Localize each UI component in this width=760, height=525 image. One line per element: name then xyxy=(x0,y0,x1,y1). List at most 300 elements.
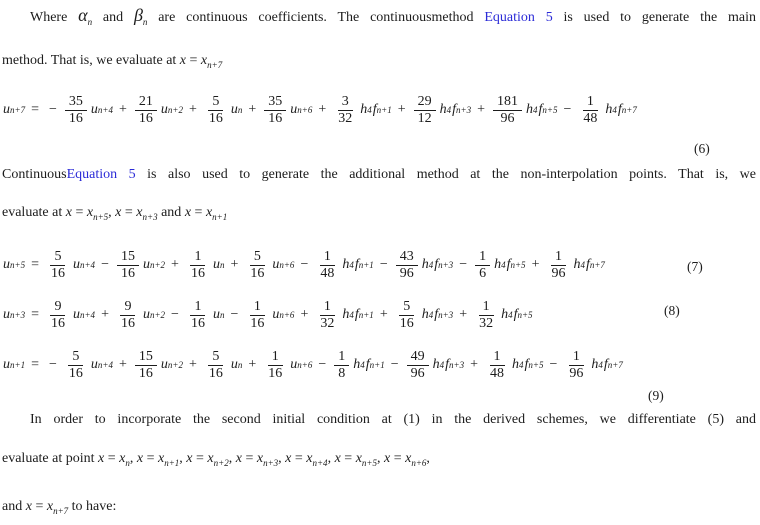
superscript: 4 xyxy=(428,310,434,320)
subscript: n+4 xyxy=(97,105,113,115)
math-var: x xyxy=(355,451,362,466)
text-run: Continuous xyxy=(2,167,67,182)
math-var: h xyxy=(421,257,429,272)
subscript: n+3 xyxy=(438,310,454,320)
subscript: n+7 xyxy=(207,60,223,70)
para2-line2 xyxy=(2,203,756,227)
fraction xyxy=(47,249,69,281)
denominator: 16 xyxy=(190,265,205,281)
math-var: u xyxy=(160,102,168,117)
text-run: = xyxy=(104,451,120,466)
fraction xyxy=(47,299,69,331)
math-var: f xyxy=(617,102,622,117)
operator-sign: − xyxy=(390,357,399,372)
numerator: 5 xyxy=(399,299,414,316)
equation-9 xyxy=(2,342,624,388)
numerator: 9 xyxy=(50,299,65,316)
superscript: 4 xyxy=(533,105,538,115)
math-var: x xyxy=(86,205,94,220)
numerator: 1 xyxy=(551,249,566,266)
numerator: 21 xyxy=(135,94,157,111)
math-var: x xyxy=(256,451,264,466)
denominator: 32 xyxy=(479,315,494,331)
text-run: = xyxy=(143,451,158,466)
math-var: u xyxy=(90,102,98,117)
math-var: u xyxy=(3,357,10,372)
fraction xyxy=(475,249,490,281)
para2-line1 xyxy=(2,165,756,185)
subscript: n+7 xyxy=(53,506,69,516)
numerator: 1 xyxy=(250,299,265,316)
math-var: f xyxy=(538,102,543,117)
denominator: 16 xyxy=(68,365,83,381)
denominator: 32 xyxy=(338,110,353,126)
subscript: n xyxy=(237,105,243,115)
text-run: = xyxy=(340,451,356,466)
superscript: 4 xyxy=(349,260,354,270)
text-run: and xyxy=(157,205,185,220)
math-var: x xyxy=(200,53,208,68)
text-run: is also used to generate the additional method at the non-interpolation points. That is, we xyxy=(135,167,756,182)
text-run: = xyxy=(186,53,201,68)
para3-line2 xyxy=(2,449,756,473)
math-var: x xyxy=(334,451,341,466)
numerator: 1 xyxy=(334,349,349,366)
math-var: h xyxy=(439,102,447,117)
fraction xyxy=(396,299,418,331)
operator-sign: + xyxy=(171,257,179,272)
subscript: n+2 xyxy=(149,260,166,270)
text-run: , xyxy=(228,451,236,466)
operator-sign: + xyxy=(477,102,485,117)
numerator: 1 xyxy=(190,249,205,266)
operator-sign: + xyxy=(318,102,327,117)
subscript: n+4 xyxy=(79,310,96,320)
math-var: h xyxy=(512,357,519,372)
fraction xyxy=(334,94,356,126)
equation-7 xyxy=(2,242,606,288)
fraction xyxy=(316,249,338,281)
subscript: n+1 xyxy=(369,360,385,370)
equation-8 xyxy=(2,292,534,338)
denominator: 96 xyxy=(399,265,414,281)
denominator: 16 xyxy=(190,315,205,331)
subscript: n+6 xyxy=(279,260,295,270)
para3-line3 xyxy=(2,497,756,521)
subscript: n+7 xyxy=(621,105,637,115)
math-var: u xyxy=(3,307,10,322)
text-run: Where xyxy=(30,10,79,25)
math-var: u xyxy=(272,307,280,322)
numerator: 1 xyxy=(583,94,598,111)
math-var: f xyxy=(445,357,450,372)
operator-sign: − xyxy=(459,257,468,272)
fraction xyxy=(187,249,209,281)
superscript: 4 xyxy=(508,310,513,320)
fraction xyxy=(579,94,601,126)
numerator: 49 xyxy=(407,349,429,366)
denominator: 96 xyxy=(410,365,425,381)
superscript: 4 xyxy=(580,260,585,270)
numerator: 181 xyxy=(493,94,522,111)
denominator: 12 xyxy=(417,110,432,126)
math-var: f xyxy=(354,307,359,322)
subscript: n+6 xyxy=(279,310,295,320)
denominator: 16 xyxy=(120,315,135,331)
math-var: f xyxy=(603,357,608,372)
math-var: h xyxy=(360,102,368,117)
text-run: = xyxy=(31,499,47,514)
fraction xyxy=(565,349,587,381)
subscript: n+4 xyxy=(79,260,96,270)
math-var: x xyxy=(158,451,165,466)
superscript: 4 xyxy=(519,360,524,370)
text-run: , xyxy=(179,451,187,466)
numerator: 5 xyxy=(208,349,223,366)
equals-sign: = xyxy=(31,307,39,322)
text-run: = xyxy=(192,451,208,466)
operator-sign: − xyxy=(300,257,309,272)
math-var: f xyxy=(434,307,439,322)
operator-sign: − xyxy=(101,257,109,272)
math-var: x xyxy=(235,451,242,466)
subscript: n+5 xyxy=(542,105,558,115)
text-run: evaluate at point xyxy=(2,451,99,466)
math-var: u xyxy=(72,307,80,322)
math-var: x xyxy=(383,451,391,466)
fraction xyxy=(547,249,569,281)
fraction xyxy=(407,349,429,381)
subscript: n+3 xyxy=(263,458,279,468)
math-var: u xyxy=(72,257,80,272)
denominator: 16 xyxy=(268,365,283,381)
numerator: 1 xyxy=(268,349,283,366)
superscript: 4 xyxy=(428,260,434,270)
fraction xyxy=(334,349,349,381)
subscript: n+7 xyxy=(10,105,26,115)
text-run: is used to generate the main xyxy=(552,10,756,25)
operator-sign: − xyxy=(549,357,558,372)
text-run: method. That is, we evaluate at xyxy=(2,53,180,68)
greek-var: α xyxy=(78,5,88,25)
text-run: = xyxy=(71,205,87,220)
subscript: n xyxy=(142,17,148,27)
math-var: x xyxy=(184,205,192,220)
subscript: n+1 xyxy=(358,310,374,320)
math-var: x xyxy=(115,205,122,220)
denominator: 96 xyxy=(569,365,584,381)
text-run: to have: xyxy=(68,499,117,514)
denominator: 16 xyxy=(50,315,65,331)
math-var: u xyxy=(160,357,168,372)
para3-line1 xyxy=(2,410,756,430)
denominator: 48 xyxy=(583,110,598,126)
denominator: 32 xyxy=(320,315,335,331)
subscript: n+7 xyxy=(589,260,605,270)
denominator: 6 xyxy=(479,265,487,281)
equals-sign: = xyxy=(31,357,39,372)
subscript: n+1 xyxy=(358,260,374,270)
subscript: n+1 xyxy=(10,360,26,370)
denominator: 16 xyxy=(120,265,135,281)
math-var: u xyxy=(212,257,220,272)
subscript: n+3 xyxy=(10,310,26,320)
equals-sign: = xyxy=(31,102,39,117)
text-run: = xyxy=(191,205,206,220)
fraction xyxy=(187,299,209,331)
denominator: 8 xyxy=(338,365,346,381)
numerator: 1 xyxy=(490,349,505,366)
numerator: 35 xyxy=(264,94,286,111)
fraction xyxy=(65,349,87,381)
math-var: x xyxy=(306,451,313,466)
fraction xyxy=(205,94,227,126)
greek-var: β xyxy=(133,5,143,25)
subscript: n+2 xyxy=(167,360,183,370)
para1-line1 xyxy=(2,5,756,32)
math-var: u xyxy=(230,102,238,117)
math-var: x xyxy=(46,499,54,514)
subscript: n xyxy=(237,360,243,370)
text-run: = xyxy=(241,451,257,466)
math-var: h xyxy=(353,357,361,372)
numerator: 1 xyxy=(320,249,335,266)
operator-sign: + xyxy=(248,357,257,372)
fraction xyxy=(316,299,338,331)
math-var: f xyxy=(506,257,511,272)
math-var: u xyxy=(3,102,10,117)
operator-sign: − xyxy=(171,307,179,322)
equation-5-link[interactable]: Equation 5 xyxy=(484,10,553,25)
math-var: h xyxy=(573,257,581,272)
math-var: u xyxy=(3,257,10,272)
denominator: 16 xyxy=(250,315,265,331)
equation-9-label: (9) xyxy=(648,388,664,403)
operator-sign: − xyxy=(48,102,57,117)
text-run: and xyxy=(92,10,134,25)
math-var: u xyxy=(290,102,298,117)
denominator: 16 xyxy=(208,365,223,381)
subscript: n+6 xyxy=(297,360,313,370)
subscript: n+5 xyxy=(517,310,533,320)
numerator: 1 xyxy=(479,299,494,316)
superscript: 4 xyxy=(612,105,617,115)
subscript: n+4 xyxy=(312,458,328,468)
operator-sign: + xyxy=(397,102,406,117)
subscript: n xyxy=(87,17,93,27)
numerator: 5 xyxy=(68,349,83,366)
numerator: 3 xyxy=(338,94,353,111)
equation-5-link[interactable]: Equation 5 xyxy=(66,167,136,182)
subscript: n+2 xyxy=(213,458,229,468)
numerator: 1 xyxy=(475,249,490,266)
subscript: n+3 xyxy=(456,105,472,115)
math-var: x xyxy=(285,451,292,466)
operator-sign: − xyxy=(379,257,388,272)
fraction xyxy=(246,299,268,331)
numerator: 9 xyxy=(120,299,135,316)
subscript: n xyxy=(219,310,225,320)
operator-sign: − xyxy=(230,307,239,322)
subscript: n+6 xyxy=(411,458,427,468)
numerator: 5 xyxy=(250,249,265,266)
fraction xyxy=(135,94,157,126)
math-var: u xyxy=(212,307,220,322)
fraction xyxy=(65,94,87,126)
para1-line2 xyxy=(2,51,756,75)
math-var: u xyxy=(290,357,298,372)
subscript: n+5 xyxy=(528,360,544,370)
subscript: n+5 xyxy=(361,458,377,468)
numerator: 5 xyxy=(208,94,223,111)
numerator: 43 xyxy=(396,249,418,266)
math-var: f xyxy=(524,357,529,372)
operator-sign: + xyxy=(531,257,540,272)
fraction xyxy=(135,349,157,381)
text-run: In order to incorporate the second initial condition at (1) in the derived schemes, we differentiate (5) and xyxy=(30,412,756,427)
fraction xyxy=(493,94,522,126)
math-var: u xyxy=(90,357,98,372)
operator-sign: − xyxy=(318,357,327,372)
fraction xyxy=(396,249,418,281)
denominator: 48 xyxy=(490,365,504,381)
equation-6-label: (6) xyxy=(694,141,710,156)
denominator: 16 xyxy=(138,110,153,126)
text-run: , xyxy=(327,451,335,466)
subscript: n+5 xyxy=(510,260,526,270)
math-var: x xyxy=(405,451,412,466)
subscript: n xyxy=(125,458,130,468)
numerator: 15 xyxy=(117,249,139,266)
text-run: and xyxy=(2,499,26,514)
math-var: f xyxy=(354,257,359,272)
operator-sign: − xyxy=(563,102,572,117)
subscript: n+1 xyxy=(212,212,228,222)
math-var: x xyxy=(186,451,193,466)
superscript: 4 xyxy=(501,260,506,270)
subscript: n xyxy=(219,260,225,270)
equation-8-label: (8) xyxy=(664,303,680,318)
numerator: 5 xyxy=(50,249,65,266)
math-var: f xyxy=(452,102,457,117)
subscript: n+3 xyxy=(438,260,454,270)
math-var: h xyxy=(605,102,613,117)
subscript: n+1 xyxy=(376,105,392,115)
fraction xyxy=(205,349,227,381)
subscript: n+1 xyxy=(164,458,180,468)
equation-7-label: (7) xyxy=(687,259,703,274)
math-var: h xyxy=(494,257,502,272)
operator-sign: + xyxy=(101,307,109,322)
subscript: n+3 xyxy=(142,212,158,222)
operator-sign: + xyxy=(379,307,388,322)
operator-sign: + xyxy=(230,257,239,272)
math-var: x xyxy=(205,205,213,220)
superscript: 4 xyxy=(439,360,445,370)
text-run: = xyxy=(121,205,137,220)
math-var: x xyxy=(25,499,32,514)
subscript: n+5 xyxy=(10,260,26,270)
numerator: 1 xyxy=(320,299,335,316)
equation-6 xyxy=(2,87,638,133)
subscript: n+7 xyxy=(607,360,623,370)
denominator: 16 xyxy=(138,365,153,381)
subscript: n+6 xyxy=(297,105,313,115)
math-var: x xyxy=(179,53,187,68)
text-run: , xyxy=(426,451,430,466)
numerator: 1 xyxy=(190,299,205,316)
superscript: 4 xyxy=(446,105,452,115)
text-run: , xyxy=(129,451,137,466)
superscript: 4 xyxy=(360,360,365,370)
denominator: 16 xyxy=(208,110,223,126)
denominator: 16 xyxy=(399,315,414,331)
text-run: = xyxy=(390,451,406,466)
math-var: x xyxy=(207,451,214,466)
denominator: 16 xyxy=(250,265,265,281)
subscript: n+4 xyxy=(97,360,113,370)
math-var: x xyxy=(119,451,126,466)
fraction xyxy=(414,94,436,126)
denominator: 16 xyxy=(268,110,283,126)
equals-sign: = xyxy=(31,257,39,272)
operator-sign: + xyxy=(188,357,197,372)
text-run: are continuous coefficients. The continuousmethod xyxy=(147,10,485,25)
denominator: 96 xyxy=(551,265,566,281)
math-var: x xyxy=(98,451,105,466)
text-run: evaluate at xyxy=(2,205,66,220)
denominator: 16 xyxy=(68,110,83,126)
operator-sign: + xyxy=(300,307,309,322)
subscript: n+2 xyxy=(167,105,183,115)
math-var: h xyxy=(526,102,533,117)
math-var: f xyxy=(434,257,439,272)
superscript: 4 xyxy=(598,360,603,370)
math-var: h xyxy=(421,307,429,322)
denominator: 16 xyxy=(50,265,65,281)
superscript: 4 xyxy=(349,310,354,320)
fraction xyxy=(246,249,268,281)
numerator: 15 xyxy=(135,349,157,366)
numerator: 29 xyxy=(414,94,436,111)
operator-sign: + xyxy=(248,102,257,117)
math-var: f xyxy=(365,357,370,372)
operator-sign: + xyxy=(459,307,468,322)
subscript: n+3 xyxy=(449,360,465,370)
numerator: 1 xyxy=(569,349,584,366)
math-var: h xyxy=(501,307,509,322)
math-var: x xyxy=(65,205,72,220)
math-var: h xyxy=(342,257,350,272)
text-run: , xyxy=(108,205,116,220)
text-run: , xyxy=(278,451,286,466)
math-var: f xyxy=(513,307,518,322)
text-run: = xyxy=(291,451,307,466)
operator-sign: + xyxy=(188,102,197,117)
fraction xyxy=(264,94,286,126)
denominator: 48 xyxy=(320,265,335,281)
operator-sign: + xyxy=(470,357,478,372)
math-var: x xyxy=(136,205,143,220)
math-var: h xyxy=(342,307,350,322)
operator-sign: − xyxy=(48,357,57,372)
math-var: u xyxy=(142,257,150,272)
fraction xyxy=(264,349,286,381)
math-var: u xyxy=(272,257,280,272)
text-run: , xyxy=(376,451,384,466)
subscript: n+5 xyxy=(93,212,109,222)
superscript: 4 xyxy=(367,105,372,115)
